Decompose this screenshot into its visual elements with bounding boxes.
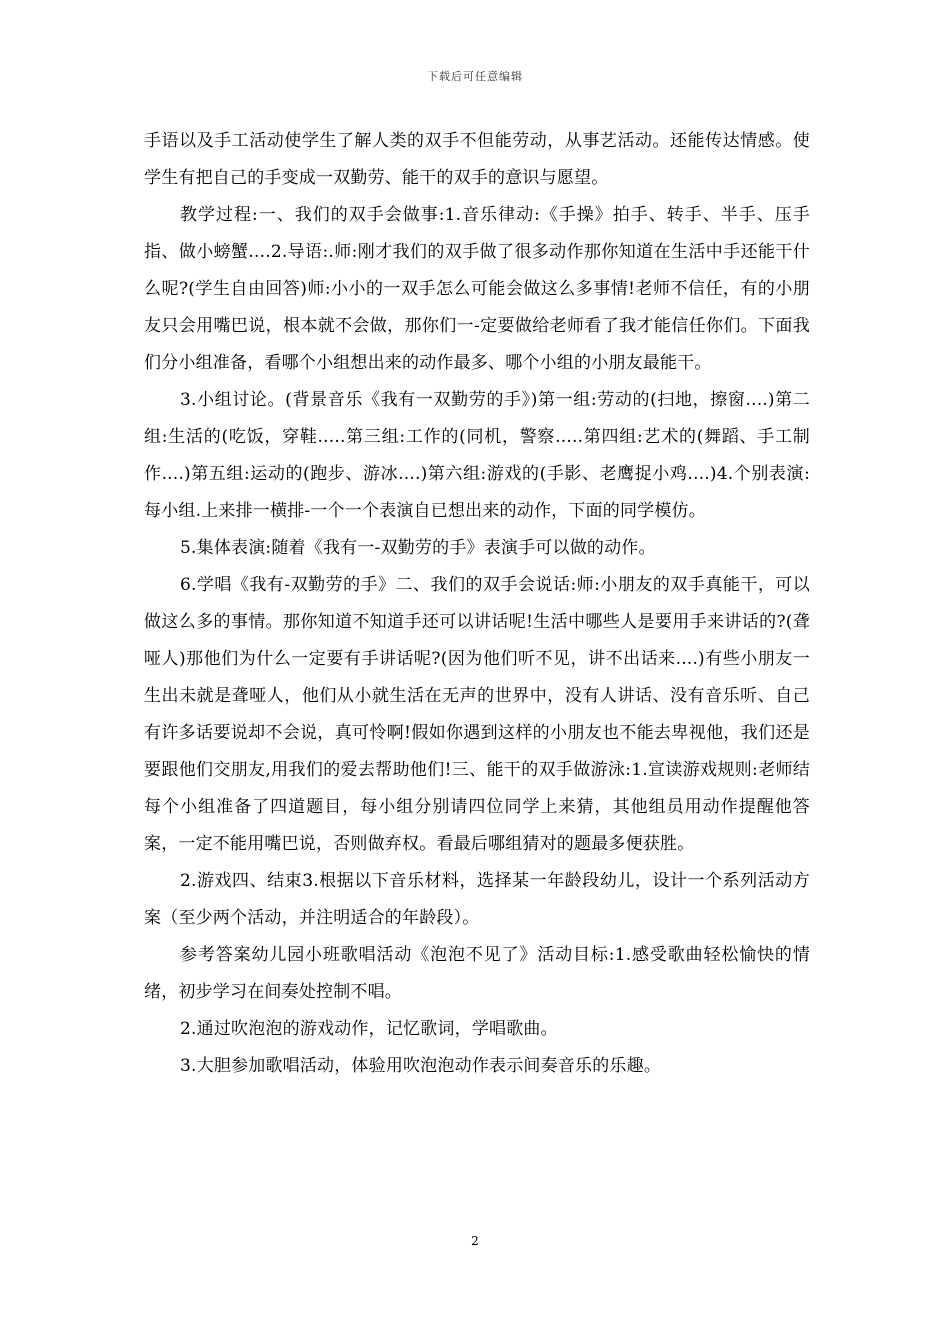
paragraph-9: 3.大胆参加歌唱活动，体验用吹泡泡动作表示间奏音乐的乐趣。	[180, 1056, 662, 1076]
document-body	[144, 123, 810, 1085]
paragraph-8: 2.通过吹泡泡的游戏动作，记忆歌词，学唱歌曲。	[180, 1019, 558, 1039]
page-header: 下载后可任意编辑	[427, 70, 523, 83]
paragraph-2: 教学过程:一、我们的双手会做事:1.音乐律动:《手操》拍手、转手、半手、压手指、做小螃蟹....2.导语:.师:刚才我们的双手做了很多动作那你知道在生活中手还能干什么呢?(学生自由回答)师:小小的一双手怎么可能会做这么多事情!老师不信任，有的小朋友只会用嘴巴说，根本就不会做，那你们一-定要做给老师看了我才能信任你们。下面我们分小组准备，看哪个小组想出来的动作最多、哪个小组的小朋友最能干。	[144, 205, 810, 373]
paragraph-4: 5.集体表演:随着《我有一-双勤劳的手》表演手可以做的动作。	[180, 538, 656, 558]
page-number: 2	[471, 1234, 479, 1248]
paragraph-5: 6.学唱《我有-双勤劳的手》二、我们的双手会说话:师:小朋友的双手真能干，可以做这么多的事情。那你知道不知道手还可以讲话呢!生活中哪些人是要用手来讲话的?(聋哑人)那他们为什么一定要有手讲话呢?(因为他们听不见，讲不出话来....)有些小朋友一生出未就是聋哑人，他们从小就生活在无声的世界中，没有人讲话、没有音乐听、自己有许多话要说却不会说，真可怜啊!假如你遇到这样的小朋友也不能去卑视他，我们还是要跟他们交朋友,用我们的爱去帮助他们!三、能干的双手做游泳:1.宣读游戏规则:老师结每个小组准备了四道题目，每小组分别请四位同学上来猜，其他组员用动作提醒他答案，一定不能用嘴巴说，否则做弃权。看最后哪组猜对的题最多便获胜。	[144, 575, 810, 854]
paragraph-1: 手语以及手工活动使学生了解人类的双手不但能劳动，从事艺活动。还能传达情感。使学生有把自己的手变成一双勤劳、能干的双手的意识与愿望。	[144, 131, 810, 188]
paragraph-3: 3.小组讨论。(背景音乐《我有一双勤劳的手》)第一组:劳动的(扫地，擦窗....)第二组:生活的(吃饭，穿鞋.....第三组:工作的(同机，警察.....第四组:艺术的(舞蹈、手工制作....)第五组:运动的(跑步、游冰....)第六组:游戏的(手影、老鹰捉小鸡....)4.个别表演:每小组.上来排一横排-一个一个表演自已想出来的动作，下面的同学模仿。	[144, 390, 810, 521]
paragraph-6: 2.游戏四、结束3.根据以下音乐材料，选择某一年龄段幼儿，设计一个系列活动方案（至少两个活动，并注明适合的年龄段）。	[144, 871, 810, 928]
paragraph-7: 参考答案幼儿园小班歌唱活动《泡泡不见了》活动目标:1.感受歌曲轻松愉快的情绪，初步学习在间奏处控制不唱。	[144, 945, 810, 1002]
